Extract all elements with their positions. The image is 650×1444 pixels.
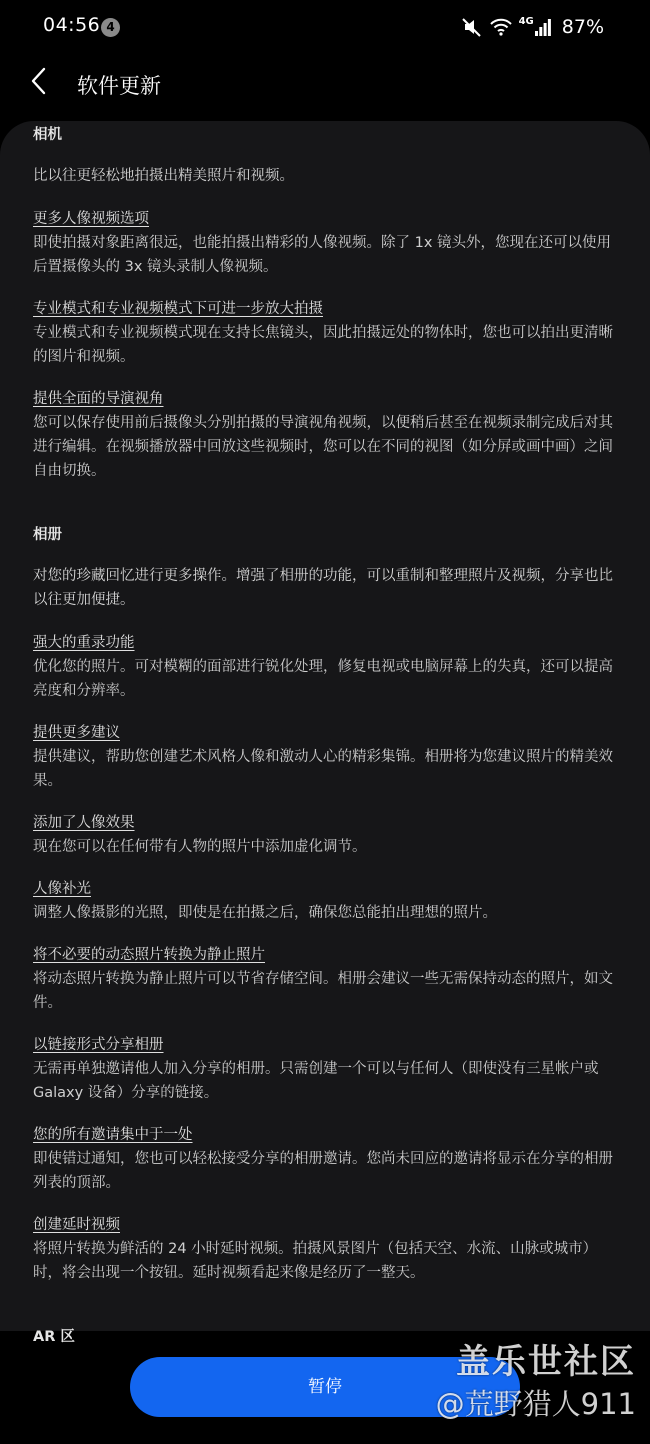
feature-title: 以链接形式分享相册 [33,1037,164,1053]
feature-item [33,297,617,369]
feature-description: 提供建议，帮助您创建艺术风格人像和激动人心的精彩集锦。相册将为您建议照片的精美效果。 [33,749,613,789]
status-time: 04:56 [43,14,101,36]
feature-description: 将动态照片转换为静止照片可以节省存储空间。相册会建议一些无需保持动态的照片，如文件。 [33,971,613,1011]
feature-description: 现在您可以在任何带有人物的照片中添加虚化调节。 [33,839,367,855]
release-notes-card[interactable] [0,121,650,1345]
status-icons [461,15,604,39]
page-title: 软件更新 [77,74,161,98]
feature-title: 提供全面的导演视角 [33,391,164,407]
pause-button[interactable]: 暂停 [130,1357,520,1417]
feature-description: 即使拍摄对象距离很远，也能拍摄出精彩的人像视频。除了 1x 镜头外，您现在还可以使用后置摄像头的 3x 镜头录制人像视频。 [33,235,612,275]
feature-title: 提供更多建议 [33,725,120,741]
section-title: 相机 [33,127,62,143]
section-intro: 对您的珍藏回忆进行更多操作。增强了相册的功能，可以重制和整理照片及视频，分享也比以往更加便捷。 [33,568,613,608]
battery-level: 87% [561,16,604,38]
feature-description: 即使错过通知，您也可以轻松接受分享的相册邀请。您尚未回应的邀请将显示在分享的相册列表的顶部。 [33,1151,613,1191]
section-gallery [33,523,617,1285]
feature-description: 您可以保存使用前后摄像头分别拍摄的导演视角视频，以便稍后甚至在视频录制完成后对其进行编辑。在视频播放器中回放这些视频时，您可以在不同的视图（如分屏或画中画）之间自由切换。 [33,415,613,479]
feature-description: 无需再单独邀请他人加入分享的相册。只需创建一个可以与任何人（即使没有三星帐户或 Galaxy 设备）分享的链接。 [33,1061,599,1101]
watermark-brand: 盖乐世社区 [456,1342,636,1382]
feature-description: 专业模式和专业视频模式现在支持长焦镜头，因此拍摄远处的物体时，您也可以拍出更清晰的图片和视频。 [33,325,613,365]
feature-item [33,811,617,859]
feature-title: 专业模式和专业视频模式下可进一步放大拍摄 [33,301,323,317]
feature-title: 强大的重录功能 [33,635,135,651]
back-button[interactable] [22,66,56,100]
section-intro: 比以往更轻松地拍摄出精美照片和视频。 [33,168,294,184]
feature-title: 人像补光 [33,881,91,897]
signal-icon [535,18,551,36]
wifi-icon [490,17,512,37]
feature-item [33,1033,617,1105]
feature-item [33,943,617,1015]
feature-item [33,207,617,279]
network-type-label: 4G [518,15,534,27]
feature-item [33,877,617,925]
release-notes-content [0,121,650,1346]
feature-description: 优化您的照片。可对模糊的面部进行锐化处理，修复电视或电脑屏幕上的失真，还可以提高亮度和分辨率。 [33,659,613,699]
status-bar [0,0,650,56]
chevron-left-icon [30,67,48,99]
feature-description: 调整人像摄影的光照，即使是在拍摄之后，确保您总能拍出理想的照片。 [33,905,497,921]
feature-item [33,721,617,793]
feature-description: 将照片转换为鲜活的 24 小时延时视频。拍摄风景图片（包括天空、水流、山脉或城市）时，将会出现一个按钮。延时视频看起来像是经历了一整天。 [33,1241,598,1281]
feature-item [33,1213,617,1285]
app-header [0,56,650,118]
feature-item [33,631,617,703]
feature-title: 添加了人像效果 [33,815,135,831]
feature-title: 将不必要的动态照片转换为静止照片 [33,947,265,963]
feature-item [33,387,617,483]
mute-icon [461,16,483,38]
section-ar-zone [33,1325,617,1346]
feature-title: 更多人像视频选项 [33,211,149,227]
section-title: AR 区 [33,1329,75,1345]
feature-title: 创建延时视频 [33,1217,120,1233]
notification-count-badge: 4 [101,18,120,37]
feature-item [33,1123,617,1195]
section-title: 相册 [33,527,62,543]
watermark-user: @荒野猎人911 [435,1387,636,1421]
section-camera [33,121,617,483]
feature-title: 您的所有邀请集中于一处 [33,1127,193,1143]
